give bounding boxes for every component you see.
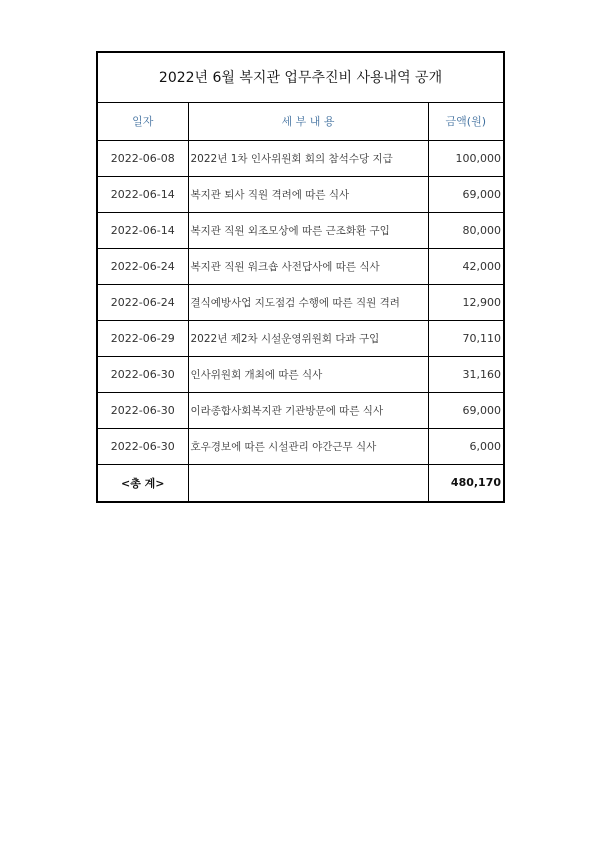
- table-row: [97, 248, 504, 284]
- row-amount: 69,000: [428, 176, 504, 212]
- row-amount: 70,110: [428, 320, 504, 356]
- row-date: 2022-06-29: [97, 320, 188, 356]
- table-row: [97, 428, 504, 464]
- row-date: 2022-06-24: [97, 284, 188, 320]
- title-row: [97, 52, 504, 102]
- row-detail: 복지관 직원 워크숍 사전답사에 따른 식사: [188, 248, 428, 284]
- row-detail: 이라종합사회복지관 기관방문에 따른 식사: [188, 392, 428, 428]
- table-row: [97, 212, 504, 248]
- header-amount: 금액(원): [428, 102, 504, 140]
- row-date: 2022-06-14: [97, 212, 188, 248]
- row-detail: 인사위원회 개최에 따른 식사: [188, 356, 428, 392]
- row-date: 2022-06-24: [97, 248, 188, 284]
- table-row: [97, 356, 504, 392]
- row-detail: 결식예방사업 지도점검 수행에 따른 직원 격려: [188, 284, 428, 320]
- row-amount: 12,900: [428, 284, 504, 320]
- document-title: 2022년 6월 복지관 업무추진비 사용내역 공개: [97, 52, 504, 102]
- row-amount: 69,000: [428, 392, 504, 428]
- row-detail: 호우경보에 따른 시설관리 야간근무 식사: [188, 428, 428, 464]
- row-detail: 2022년 1차 인사위원회 회의 참석수당 지급: [188, 140, 428, 176]
- header-row: [97, 102, 504, 140]
- row-date: 2022-06-08: [97, 140, 188, 176]
- row-date: 2022-06-30: [97, 428, 188, 464]
- row-detail: 2022년 제2차 시설운영위원회 다과 구입: [188, 320, 428, 356]
- table-row: [97, 176, 504, 212]
- row-amount: 6,000: [428, 428, 504, 464]
- row-date: 2022-06-30: [97, 356, 188, 392]
- expense-table: [96, 51, 505, 503]
- row-amount: 42,000: [428, 248, 504, 284]
- header-date: 일자: [97, 102, 188, 140]
- row-date: 2022-06-14: [97, 176, 188, 212]
- total-amount: 480,170: [428, 464, 504, 502]
- header-detail: 세 부 내 용: [188, 102, 428, 140]
- table-row: [97, 140, 504, 176]
- row-amount: 100,000: [428, 140, 504, 176]
- table-row: [97, 392, 504, 428]
- total-detail: [188, 464, 428, 502]
- total-row: [97, 464, 504, 502]
- row-detail: 복지관 퇴사 직원 격려에 따른 식사: [188, 176, 428, 212]
- row-detail: 복지관 직원 외조모상에 따른 근조화환 구입: [188, 212, 428, 248]
- table-row: [97, 284, 504, 320]
- row-date: 2022-06-30: [97, 392, 188, 428]
- row-amount: 80,000: [428, 212, 504, 248]
- total-label: <총 계>: [97, 464, 188, 502]
- row-amount: 31,160: [428, 356, 504, 392]
- table-row: [97, 320, 504, 356]
